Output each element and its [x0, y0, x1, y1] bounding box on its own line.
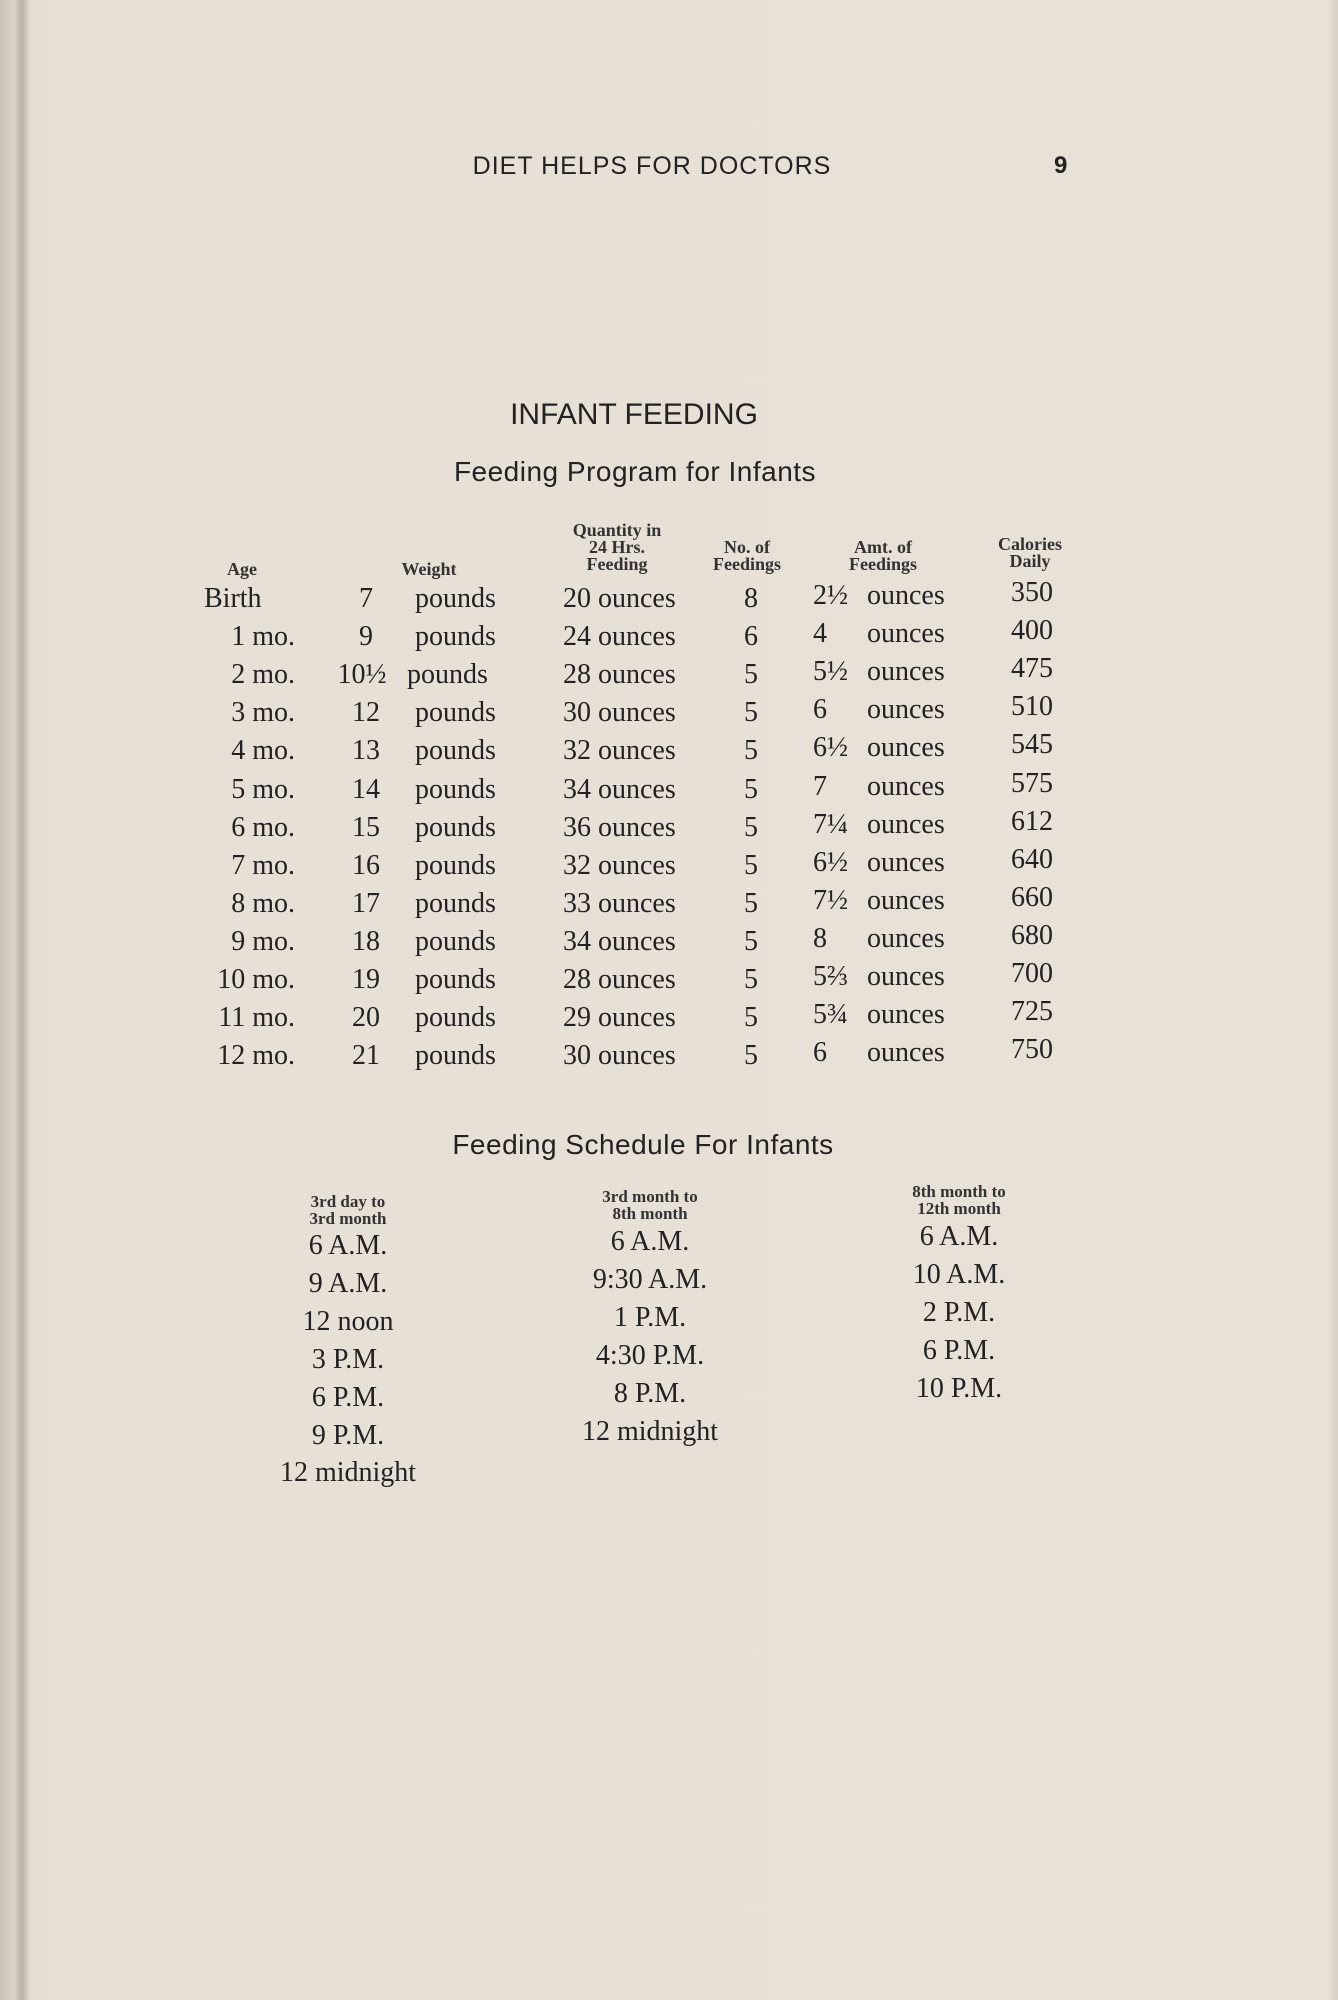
weight-value: 12 [352, 697, 380, 729]
quantity-cell: 33 ounces [563, 887, 676, 919]
schedule-time: 2 P.M. [922, 1296, 996, 1328]
amount-value: 5½ [813, 656, 848, 688]
weight-unit: pounds [415, 887, 496, 919]
amount-unit: ounces [867, 961, 945, 992]
quantity-cell: 34 ounces [563, 925, 676, 957]
header-line: No. of [723, 537, 770, 557]
program-title: Feeding Program for Infants [453, 456, 817, 487]
amount-value: 8 [813, 922, 827, 954]
feedings-count: 5 [744, 773, 758, 805]
header-line: Feedings [848, 554, 918, 574]
page-edge [1328, 0, 1338, 2000]
header-line: Quantity in [572, 520, 662, 540]
header-line: 12th month [917, 1199, 1001, 1218]
quantity-cell: 20 ounces [563, 583, 676, 614]
feedings-count: 8 [744, 583, 758, 614]
calories-cell: 640 [1011, 843, 1053, 875]
calories-cell: 350 [1011, 577, 1053, 608]
age-cell: 11 mo. [218, 1002, 295, 1034]
schedule-column-header [912, 1183, 1006, 1217]
header-calories [998, 536, 1062, 570]
weight-unit: pounds [415, 621, 496, 653]
weight-value: 10½ [337, 659, 387, 691]
quantity-cell: 24 ounces [563, 621, 676, 653]
amount-value: 6 [813, 694, 827, 726]
age-cell: 6 mo. [231, 811, 295, 843]
calories-cell: 750 [1011, 1034, 1053, 1066]
amount-unit: ounces [867, 1037, 945, 1069]
header-line: 3rd day to [310, 1192, 386, 1211]
age-cell: 12 mo. [217, 1040, 295, 1072]
amount-unit: ounces [867, 808, 945, 840]
feedings-count: 5 [744, 1002, 758, 1034]
age-cell: 8 mo. [231, 887, 295, 919]
schedule-time: 10 P.M. [915, 1372, 1003, 1404]
age-cell: 7 mo. [231, 849, 295, 881]
calories-cell: 725 [1011, 996, 1053, 1028]
schedule-time: 4:30 P.M. [595, 1339, 705, 1371]
calories-cell: 510 [1011, 691, 1053, 723]
header-amount [849, 539, 917, 573]
header-line: 24 Hrs. [589, 537, 645, 557]
feedings-count: 5 [744, 697, 758, 729]
schedule-time: 6 P.M. [311, 1381, 385, 1413]
schedule-time: 6 A.M. [919, 1221, 999, 1252]
header-quantity [573, 522, 662, 573]
amount-unit: ounces [867, 656, 945, 688]
weight-value: 20 [352, 1002, 380, 1034]
header-age: Age [227, 559, 257, 579]
quantity-cell: 32 ounces [563, 735, 676, 767]
amount-value: 2½ [813, 580, 848, 611]
weight-value: 9 [359, 621, 373, 653]
header-line: Amt. of [854, 537, 912, 557]
amount-value: 6½ [813, 732, 848, 764]
schedule-time: 1 P.M. [613, 1301, 687, 1333]
schedule-time: 6 A.M. [308, 1230, 388, 1261]
amount-unit: ounces [867, 922, 945, 954]
feedings-count: 5 [744, 925, 758, 957]
weight-value: 14 [352, 773, 380, 805]
header-line: 8th month [612, 1204, 688, 1223]
header-line: 3rd month to [602, 1187, 698, 1206]
weight-unit: pounds [415, 697, 496, 729]
calories-cell: 575 [1011, 767, 1053, 799]
amount-unit: ounces [867, 580, 945, 611]
schedule-column-header [310, 1193, 387, 1227]
amount-unit: ounces [867, 770, 945, 802]
amount-unit: ounces [867, 694, 945, 726]
header-line: Feedings [712, 554, 782, 574]
amount-unit: ounces [867, 846, 945, 878]
amount-value: 6 [813, 1037, 827, 1069]
amount-unit: ounces [867, 618, 945, 650]
schedule-time: 8 P.M. [613, 1377, 687, 1409]
quantity-cell: 29 ounces [563, 1002, 676, 1034]
amount-value: 6½ [813, 846, 848, 878]
age-cell: 10 mo. [217, 964, 295, 995]
schedule-time: 10 A.M. [912, 1258, 1006, 1290]
header-number [713, 539, 781, 573]
age-cell: 3 mo. [231, 697, 295, 729]
schedule-time: 9 P.M. [311, 1419, 385, 1451]
weight-unit: pounds [415, 773, 496, 805]
amount-value: 5⅔ [813, 961, 848, 992]
amount-value: 4 [813, 618, 827, 650]
amount-value: 7½ [813, 884, 848, 916]
weight-unit: pounds [415, 735, 496, 767]
schedule-time: 12 midnight [581, 1415, 719, 1447]
schedule-title: Feeding Schedule For Infants [452, 1129, 834, 1160]
amount-unit: ounces [867, 999, 945, 1031]
schedule-time: 6 P.M. [922, 1334, 996, 1366]
weight-value: 18 [352, 925, 380, 957]
weight-unit: pounds [415, 849, 496, 881]
quantity-cell: 28 ounces [563, 659, 676, 691]
header-line: 3rd month [309, 1209, 387, 1228]
amount-value: 7 [813, 770, 827, 802]
age-cell: 1 mo. [231, 621, 295, 653]
age-cell: Birth [204, 583, 262, 614]
feedings-count: 5 [744, 1040, 758, 1072]
feedings-count: 5 [744, 887, 758, 919]
weight-unit: pounds [415, 1002, 496, 1034]
header-line: Feeding [586, 554, 648, 574]
amount-unit: ounces [867, 732, 945, 764]
weight-value: 17 [352, 887, 380, 919]
schedule-column-header [602, 1188, 697, 1222]
header-line: Calories [998, 534, 1062, 554]
schedule-time: 9 A.M. [308, 1267, 388, 1299]
header-line: Daily [1009, 551, 1051, 571]
running-header: DIET HELPS FOR DOCTORS [472, 152, 832, 180]
quantity-cell: 32 ounces [563, 849, 676, 881]
weight-unit: pounds [415, 811, 496, 843]
quantity-cell: 30 ounces [563, 1040, 676, 1072]
weight-value: 13 [352, 735, 380, 767]
feedings-count: 5 [744, 811, 758, 843]
calories-cell: 680 [1011, 919, 1053, 951]
weight-unit: pounds [415, 925, 496, 957]
quantity-cell: 28 ounces [563, 964, 676, 995]
amount-unit: ounces [867, 884, 945, 916]
schedule-time: 9:30 A.M. [592, 1263, 708, 1295]
quantity-cell: 36 ounces [563, 811, 676, 843]
age-cell: 9 mo. [231, 925, 295, 957]
age-cell: 4 mo. [231, 735, 295, 767]
weight-value: 15 [352, 811, 380, 843]
schedule-time: 12 midnight [279, 1457, 417, 1489]
weight-value: 7 [359, 583, 373, 614]
schedule-time: 12 noon [302, 1305, 394, 1337]
feedings-count: 6 [744, 621, 758, 653]
feedings-count: 5 [744, 964, 758, 995]
header-weight: Weight [401, 559, 457, 579]
page-number: 9 [1054, 152, 1068, 179]
schedule-time: 3 P.M. [311, 1343, 385, 1375]
calories-cell: 700 [1011, 958, 1053, 989]
weight-unit: pounds [415, 583, 496, 614]
calories-cell: 400 [1011, 615, 1053, 647]
weight-unit: pounds [415, 1040, 496, 1072]
quantity-cell: 34 ounces [563, 773, 676, 805]
calories-cell: 660 [1011, 881, 1053, 913]
feedings-count: 5 [744, 849, 758, 881]
weight-value: 21 [352, 1040, 380, 1072]
age-cell: 2 mo. [231, 659, 295, 691]
weight-unit: pounds [415, 964, 496, 995]
age-cell: 5 mo. [231, 773, 295, 805]
feedings-count: 5 [744, 659, 758, 691]
quantity-cell: 30 ounces [563, 697, 676, 729]
amount-value: 5¾ [813, 999, 848, 1031]
header-line: 8th month to [912, 1182, 1006, 1201]
weight-value: 16 [352, 849, 380, 881]
feedings-count: 5 [744, 735, 758, 767]
amount-value: 7¼ [813, 808, 848, 840]
weight-unit: pounds [407, 659, 488, 691]
calories-cell: 475 [1011, 653, 1053, 685]
schedule-time: 6 A.M. [610, 1226, 690, 1257]
weight-value: 19 [352, 964, 380, 995]
section-title: INFANT FEEDING [510, 398, 758, 431]
calories-cell: 545 [1011, 729, 1053, 761]
calories-cell: 612 [1011, 805, 1053, 837]
